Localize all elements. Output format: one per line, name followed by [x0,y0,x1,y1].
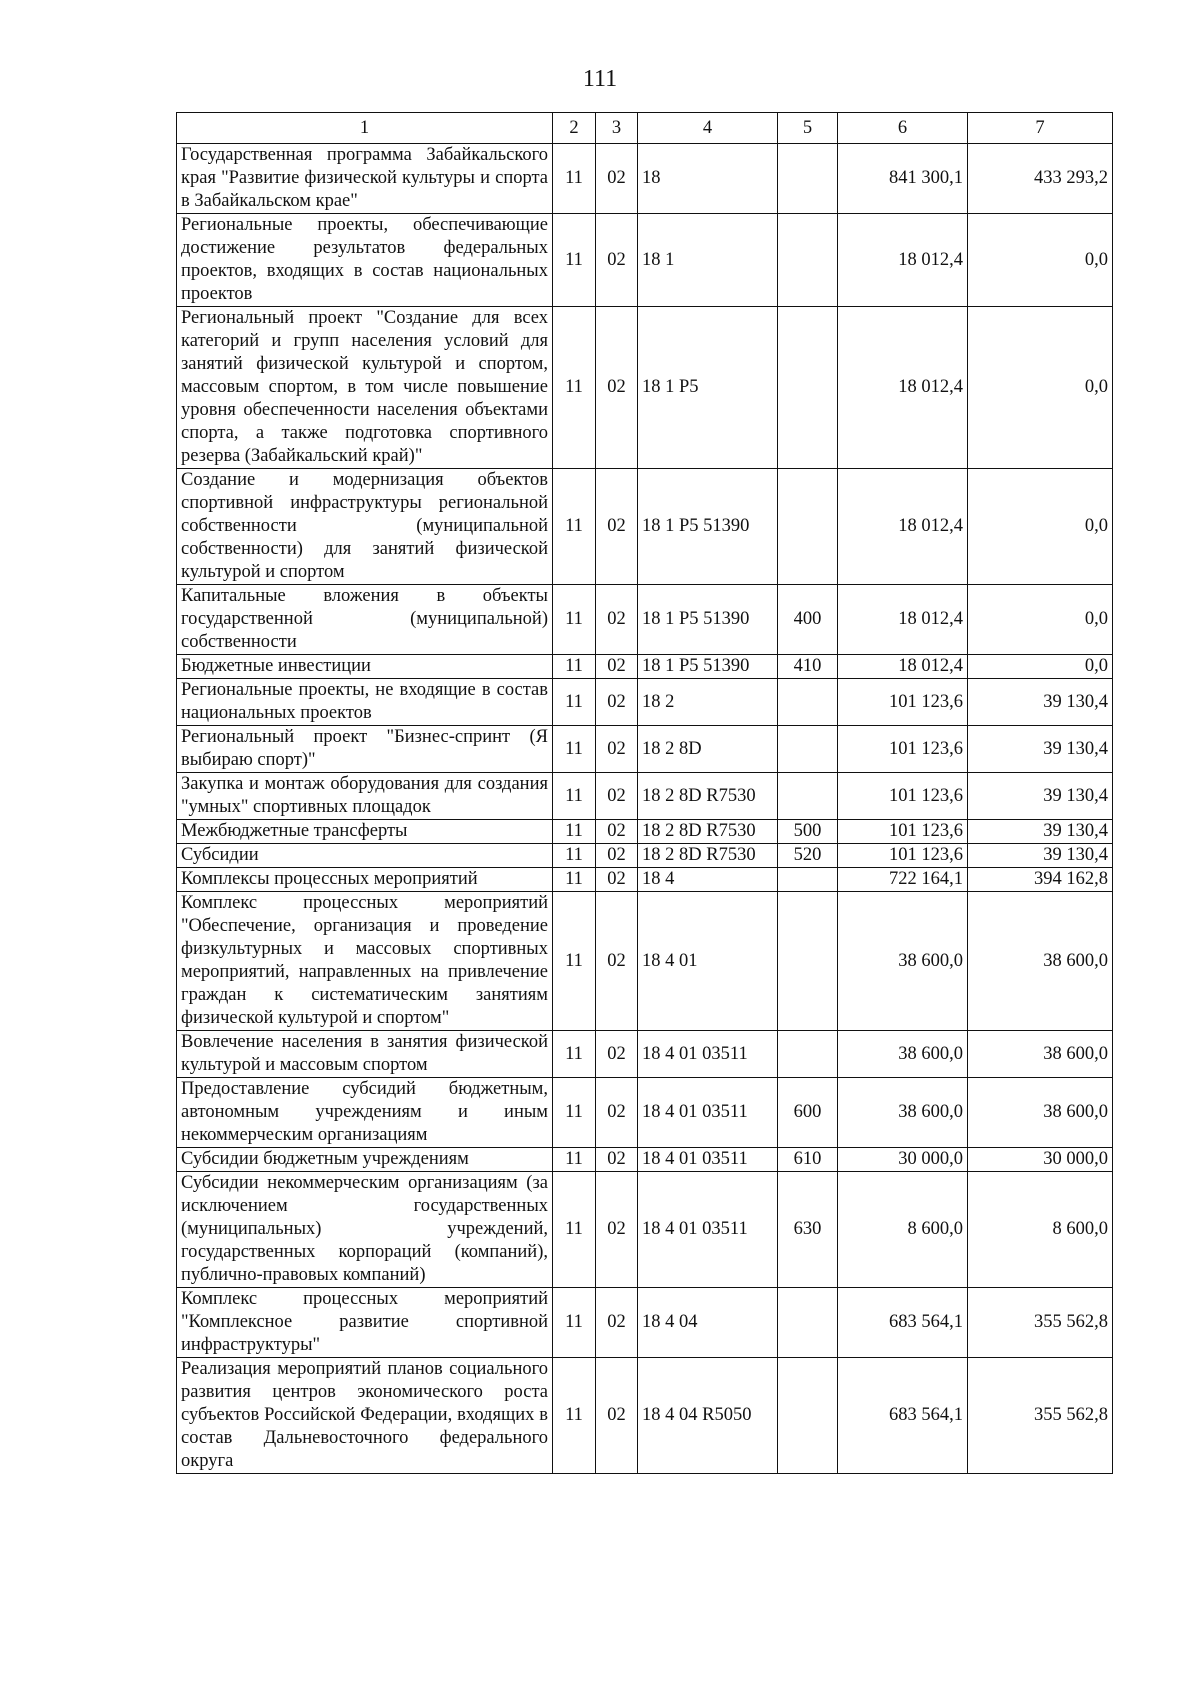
expense-type-cell [778,868,838,892]
subsection-code-cell: 02 [596,892,638,1031]
table-row [177,655,1113,679]
table-row [177,820,1113,844]
table-row [177,1288,1113,1358]
row-name-cell: Создание и модернизация объектов спортивной инфраструктуры региональной собственности (муниципальной собственности) для занятий физической культурой и спортом [177,469,553,585]
header-row [177,113,1113,144]
target-article-cell: 18 4 01 03511 [638,1148,778,1172]
amount-col6-cell: 18 012,4 [838,307,968,469]
amount-col6-cell: 683 564,1 [838,1358,968,1474]
expense-type-cell [778,1031,838,1078]
expense-type-cell [778,214,838,307]
section-code-cell: 11 [553,585,596,655]
target-article-cell: 18 1 P5 51390 [638,585,778,655]
page-number: 111 [582,66,618,92]
table-row [177,144,1113,214]
row-name-cell: Вовлечение населения в занятия физической культурой и массовым спортом [177,1031,553,1078]
header-col-2: 2 [553,113,596,144]
table-row [177,1078,1113,1148]
expense-type-cell [778,1358,838,1474]
section-code-cell: 11 [553,892,596,1031]
expense-type-cell [778,144,838,214]
amount-col7-cell: 0,0 [968,307,1113,469]
amount-col7-cell: 355 562,8 [968,1358,1113,1474]
amount-col6-cell: 101 123,6 [838,844,968,868]
section-code-cell: 11 [553,1288,596,1358]
amount-col7-cell: 30 000,0 [968,1148,1113,1172]
subsection-code-cell: 02 [596,868,638,892]
section-code-cell: 11 [553,773,596,820]
subsection-code-cell: 02 [596,307,638,469]
table-row [177,773,1113,820]
header-col-3: 3 [596,113,638,144]
amount-col6-cell: 101 123,6 [838,773,968,820]
expense-type-cell: 400 [778,585,838,655]
amount-col6-cell: 722 164,1 [838,868,968,892]
section-code-cell: 11 [553,307,596,469]
target-article-cell: 18 [638,144,778,214]
row-name-cell: Региональные проекты, обеспечивающие достижение результатов федеральных проектов, входящих в состав национальных проектов [177,214,553,307]
amount-col7-cell: 0,0 [968,469,1113,585]
row-name-cell: Субсидии бюджетным учреждениям [177,1148,553,1172]
section-code-cell: 11 [553,1172,596,1288]
amount-col7-cell: 38 600,0 [968,1031,1113,1078]
row-name-cell: Реализация мероприятий планов социального развития центров экономического роста субъектов Российской Федерации, входящих в состав Дальневосточного федерального округа [177,1358,553,1474]
expense-type-cell: 610 [778,1148,838,1172]
section-code-cell: 11 [553,844,596,868]
section-code-cell: 11 [553,655,596,679]
table-row [177,1172,1113,1288]
amount-col7-cell: 0,0 [968,585,1113,655]
amount-col7-cell: 39 130,4 [968,820,1113,844]
subsection-code-cell: 02 [596,144,638,214]
amount-col7-cell: 39 130,4 [968,773,1113,820]
target-article-cell: 18 4 01 03511 [638,1078,778,1148]
subsection-code-cell: 02 [596,655,638,679]
subsection-code-cell: 02 [596,1358,638,1474]
target-article-cell: 18 4 04 R5050 [638,1358,778,1474]
target-article-cell: 18 1 [638,214,778,307]
subsection-code-cell: 02 [596,1172,638,1288]
subsection-code-cell: 02 [596,726,638,773]
table-row [177,844,1113,868]
row-name-cell: Субсидии некоммерческим организациям (за исключением государственных (муниципальных) учреждений, государственных корпораций (компаний), публично-правовых компаний) [177,1172,553,1288]
expense-type-cell [778,773,838,820]
expense-type-cell: 500 [778,820,838,844]
expense-type-cell [778,307,838,469]
row-name-cell: Предоставление субсидий бюджетным, автономным учреждениям и иным некоммерческим организациям [177,1078,553,1148]
amount-col6-cell: 683 564,1 [838,1288,968,1358]
amount-col7-cell: 38 600,0 [968,1078,1113,1148]
target-article-cell: 18 4 01 [638,892,778,1031]
budget-table [176,112,1113,1474]
amount-col6-cell: 841 300,1 [838,144,968,214]
header-col-1: 1 [177,113,553,144]
target-article-cell: 18 4 [638,868,778,892]
row-name-cell: Бюджетные инвестиции [177,655,553,679]
header-col-7: 7 [968,113,1113,144]
amount-col6-cell: 18 012,4 [838,655,968,679]
target-article-cell: 18 2 [638,679,778,726]
table-row [177,1358,1113,1474]
amount-col6-cell: 18 012,4 [838,214,968,307]
section-code-cell: 11 [553,1031,596,1078]
target-article-cell: 18 4 01 03511 [638,1031,778,1078]
amount-col6-cell: 30 000,0 [838,1148,968,1172]
target-article-cell: 18 2 8D R7530 [638,844,778,868]
expense-type-cell [778,469,838,585]
row-name-cell: Закупка и монтаж оборудования для создания "умных" спортивных площадок [177,773,553,820]
row-name-cell: Комплекс процессных мероприятий "Комплексное развитие спортивной инфраструктуры" [177,1288,553,1358]
row-name-cell: Региональные проекты, не входящие в состав национальных проектов [177,679,553,726]
subsection-code-cell: 02 [596,844,638,868]
section-code-cell: 11 [553,214,596,307]
amount-col6-cell: 38 600,0 [838,892,968,1031]
target-article-cell: 18 2 8D [638,726,778,773]
amount-col7-cell: 0,0 [968,214,1113,307]
target-article-cell: 18 1 P5 [638,307,778,469]
row-name-cell: Региональный проект "Бизнес-спринт (Я выбираю спорт)" [177,726,553,773]
expense-type-cell [778,726,838,773]
section-code-cell: 11 [553,469,596,585]
amount-col6-cell: 101 123,6 [838,679,968,726]
target-article-cell: 18 1 P5 51390 [638,469,778,585]
section-code-cell: 11 [553,868,596,892]
row-name-cell: Комплекс процессных мероприятий "Обеспечение, организация и проведение физкультурных и массовых спортивных мероприятий, направленных на привлечение граждан к систематическим занятиям физической культурой и спортом" [177,892,553,1031]
subsection-code-cell: 02 [596,1031,638,1078]
expense-type-cell [778,892,838,1031]
row-name-cell: Комплексы процессных мероприятий [177,868,553,892]
amount-col6-cell: 8 600,0 [838,1172,968,1288]
subsection-code-cell: 02 [596,585,638,655]
table-row [177,1148,1113,1172]
target-article-cell: 18 2 8D R7530 [638,773,778,820]
header-col-4: 4 [638,113,778,144]
target-article-cell: 18 4 01 03511 [638,1172,778,1288]
amount-col7-cell: 38 600,0 [968,892,1113,1031]
row-name-cell: Межбюджетные трансферты [177,820,553,844]
section-code-cell: 11 [553,679,596,726]
target-article-cell: 18 2 8D R7530 [638,820,778,844]
amount-col7-cell: 39 130,4 [968,844,1113,868]
amount-col6-cell: 101 123,6 [838,726,968,773]
expense-type-cell: 630 [778,1172,838,1288]
table-row [177,679,1113,726]
table-row [177,307,1113,469]
amount-col7-cell: 39 130,4 [968,679,1113,726]
subsection-code-cell: 02 [596,679,638,726]
subsection-code-cell: 02 [596,820,638,844]
amount-col7-cell: 8 600,0 [968,1172,1113,1288]
section-code-cell: 11 [553,1358,596,1474]
section-code-cell: 11 [553,1148,596,1172]
header-col-5: 5 [778,113,838,144]
amount-col7-cell: 433 293,2 [968,144,1113,214]
section-code-cell: 11 [553,1078,596,1148]
section-code-cell: 11 [553,820,596,844]
subsection-code-cell: 02 [596,214,638,307]
row-name-cell: Региональный проект "Создание для всех категорий и групп населения условий для занятий физической культурой и спортом, массовым спортом, в том числе повышение уровня обеспеченности населения объектами спорта, а также подготовка спортивного резерва (Забайкальский край)" [177,307,553,469]
subsection-code-cell: 02 [596,469,638,585]
amount-col6-cell: 101 123,6 [838,820,968,844]
expense-type-cell [778,1288,838,1358]
row-name-cell: Субсидии [177,844,553,868]
row-name-cell: Капитальные вложения в объекты государственной (муниципальной) собственности [177,585,553,655]
amount-col6-cell: 18 012,4 [838,469,968,585]
section-code-cell: 11 [553,144,596,214]
expense-type-cell [778,679,838,726]
amount-col7-cell: 0,0 [968,655,1113,679]
subsection-code-cell: 02 [596,773,638,820]
amount-col6-cell: 18 012,4 [838,585,968,655]
table-row [177,892,1113,1031]
expense-type-cell: 600 [778,1078,838,1148]
amount-col7-cell: 355 562,8 [968,1288,1113,1358]
table-row [177,726,1113,773]
section-code-cell: 11 [553,726,596,773]
amount-col6-cell: 38 600,0 [838,1031,968,1078]
target-article-cell: 18 4 04 [638,1288,778,1358]
subsection-code-cell: 02 [596,1288,638,1358]
table-row [177,469,1113,585]
table-row [177,585,1113,655]
subsection-code-cell: 02 [596,1148,638,1172]
table-row [177,868,1113,892]
amount-col7-cell: 394 162,8 [968,868,1113,892]
table-row [177,214,1113,307]
expense-type-cell: 520 [778,844,838,868]
table-row [177,1031,1113,1078]
amount-col7-cell: 39 130,4 [968,726,1113,773]
target-article-cell: 18 1 P5 51390 [638,655,778,679]
row-name-cell: Государственная программа Забайкальского края "Развитие физической культуры и спорта в Забайкальском крае" [177,144,553,214]
amount-col6-cell: 38 600,0 [838,1078,968,1148]
header-col-6: 6 [838,113,968,144]
subsection-code-cell: 02 [596,1078,638,1148]
expense-type-cell: 410 [778,655,838,679]
